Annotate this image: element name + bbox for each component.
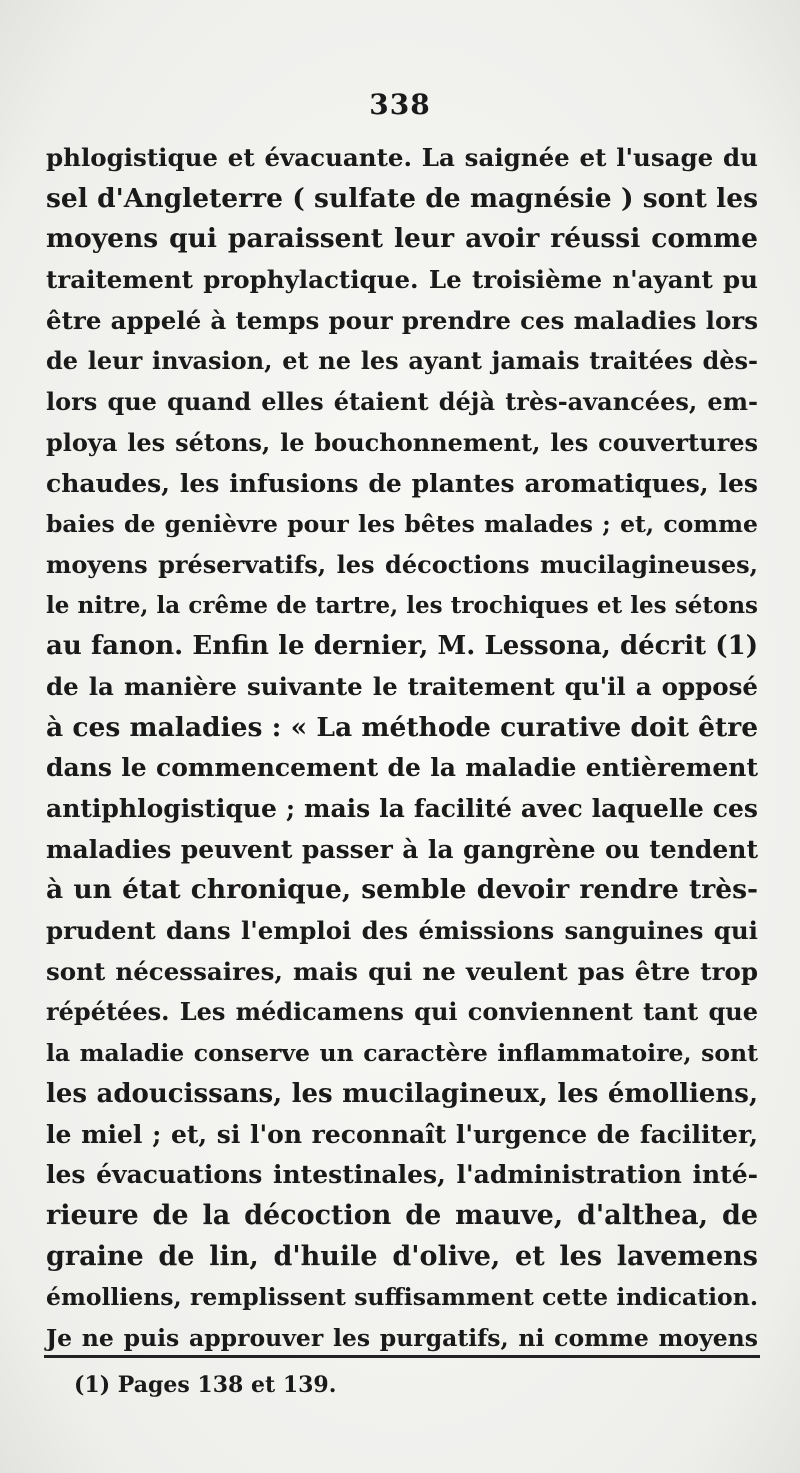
- text-line: sont nécessaires, mais qui ne veulent pas être trop: [46, 956, 758, 986]
- text-line: dans le commencement de la maladie entièrement: [46, 753, 758, 783]
- text-line: moyens qui paraissent leur avoir réussi comme: [46, 223, 758, 255]
- text-line: la maladie conserve un caractère inflammatoire, sont: [46, 1039, 758, 1068]
- text-line: Je ne puis approuver les purgatifs, ni comme moyens: [46, 1323, 758, 1352]
- text-line: antiphlogistique ; mais la facilité avec laquelle ces: [46, 794, 758, 823]
- text-line: le nitre, la crême de tartre, les trochiques et les sétons: [46, 591, 758, 619]
- text-line: baies de genièvre pour les bêtes malades ; et, comme: [46, 510, 758, 539]
- text-line: les adoucissans, les mucilagineux, les émolliens,: [46, 1078, 758, 1109]
- footnote: (1) Pages 138 et 139.: [74, 1372, 337, 1398]
- text-line: les évacuations intestinales, l'administration inté-: [46, 1160, 758, 1190]
- text-line: le miel ; et, si l'on reconnaît l'urgence de faciliter,: [46, 1119, 758, 1149]
- text-line: rieure de la décoction de mauve, d'althea, de: [46, 1199, 758, 1231]
- text-line: de leur invasion, et ne les ayant jamais traitées dès-: [46, 346, 758, 376]
- body-text: [46, 138, 758, 1359]
- text-line: prudent dans l'emploi des émissions sanguines qui: [46, 916, 758, 946]
- text-line: chaudes, les infusions de plantes aromatiques, les: [46, 468, 758, 498]
- text-line: être appelé à temps pour prendre ces maladies lors: [46, 305, 758, 335]
- text-line: sel d'Angleterre ( sulfate de magnésie ) sont les: [46, 182, 758, 214]
- text-line: au fanon. Enfin le dernier, M. Lessona, décrit (1): [46, 631, 758, 662]
- text-line: graine de lin, d'huile d'olive, et les lavemens: [46, 1240, 758, 1272]
- text-line: à un état chronique, semble devoir rendre très-: [46, 874, 758, 906]
- text-line: ploya les sétons, le bouchonnement, les couvertures: [46, 427, 758, 457]
- text-line: de la manière suivante le traitement qu'il a opposé: [46, 671, 758, 701]
- text-line: répétées. Les médicamens qui conviennent tant que: [46, 997, 758, 1027]
- text-line: phlogistique et évacuante. La saignée et l'usage du: [46, 143, 758, 172]
- text-line: moyens préservatifs, les décoctions mucilagineuses,: [46, 549, 758, 579]
- footnote-divider: [44, 1355, 760, 1358]
- text-line: maladies peuvent passer à la gangrène ou tendent: [46, 834, 758, 864]
- page-number: 338: [369, 88, 431, 121]
- text-line: lors que quand elles étaient déjà très-avancées, em-: [46, 387, 758, 417]
- text-line: à ces maladies : « La méthode curative doit être: [46, 711, 759, 743]
- text-line: traitement prophylactique. Le troisième n'ayant pu: [46, 265, 758, 295]
- text-line: émolliens, remplissent suffisamment cette indication.: [46, 1283, 758, 1312]
